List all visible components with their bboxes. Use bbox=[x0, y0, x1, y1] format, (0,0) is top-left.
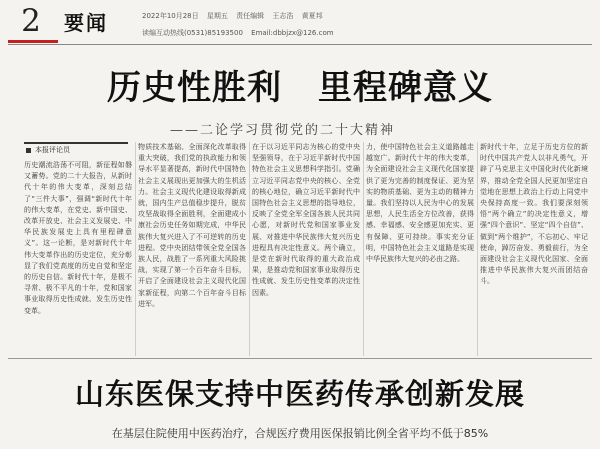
byline-square-icon bbox=[26, 148, 31, 153]
byline bbox=[24, 142, 128, 158]
editor-name-1: 王志浩 bbox=[272, 12, 294, 20]
article-column-3: 在于以习近平同志为核心的党中央坚强领导，在于习近平新时代中国特色社会主义思想科学指引。党确立习近平同志党中央的核心、全党的核心地位，确立习近平新时代中国特色社会主义思想的指导地位，反映了全党全军全国各族人民共同心愿，对新时代党和国家事业发展、对推进中华民族伟大复兴历史进程具有决定性意义。两个确立，是党在新时代取得的重大政治成果，是推动党和国家事业取得历史性成就、发生历史性变革的决定性因素。 bbox=[252, 143, 360, 297]
section-title: 要闻 bbox=[64, 11, 108, 35]
page-header bbox=[0, 0, 600, 44]
second-headline: 山东医保支持中医药传承创新发展 bbox=[74, 377, 525, 411]
header-meta-line-1 bbox=[142, 11, 329, 21]
main-headline bbox=[0, 60, 600, 109]
weekday: 星期五 bbox=[206, 12, 228, 20]
hotline: 读编互动热线(0531)85193500 bbox=[142, 29, 243, 37]
column-divider bbox=[477, 142, 478, 356]
email: Email:dbbjzx@126.com bbox=[251, 29, 334, 37]
byline-text: 本报评论员 bbox=[35, 146, 70, 154]
page-number: 2 bbox=[21, 3, 41, 39]
second-subheadline: 在基层住院使用中医药治疗，合规医疗费用医保报销比例全省平均不低于85% bbox=[111, 427, 489, 440]
article-column-2: 物质技术基础、全面深化改革取得重大突破，我们党的执政能力和领导水平显著提高，新时代中国特色社会主义展现出更加强大的生机活力。社会主义现代化建设取得新成就，国内生产总值稳步提升，脱贫攻坚战取得全面胜利，全面建成小康社会历史任务如期完成，中华民族伟大复兴进入了不可逆转的历史进程。党中央团结带领全党全国各族人民，战胜了一系列重大风险挑战，实现了第一个百年奋斗目标，开启了全面建设社会主义现代化国家新征程，向第二个百年奋斗目标进军。 bbox=[138, 143, 246, 308]
header-meta-line-2 bbox=[142, 28, 340, 38]
column-divider bbox=[249, 142, 250, 356]
headline-part-1: 历史性胜利 bbox=[107, 68, 282, 108]
column-divider bbox=[135, 142, 136, 356]
editor-label: 责任编辑 bbox=[236, 12, 265, 20]
article-column-1: 历史潮流浩荡不可阻，新征程如磐又蓄势。党的二十大报告，从新时代十年的伟大变革，深刻总结了“三件大事”，强调“新时代十年的伟大变革，在党史、新中国史、改革开放史、社会主义发展史、中华民族发展史上具有里程碑意义”。这一论断，是对新时代十年伟大变革作出的历史定位，充分彰显了我们党高度的历史自觉和坚定的历史自信。新时代十年，是极不寻常、极不平凡的十年，党和国家事业取得历史性成就、发生历史性变革。 bbox=[24, 161, 132, 315]
article-divider bbox=[8, 358, 592, 359]
column-divider bbox=[363, 142, 364, 356]
article-column-5: 新时代十年，立足于历史方位的新时代中国共产党人以非凡勇气，开辟了马克思主义中国化时代化新境界，推动全党全国人民更加坚定自觉地在思想上政治上行动上同党中央保持高度一致。我们要深刻领悟“两个确立”的决定性意义，增强“四个意识”、坚定“四个自信”、做到“两个维护”，不忘初心、牢记使命，踔厉奋发、勇毅前行，为全面建设社会主义现代化国家、全面推进中华民族伟大复兴而团结奋斗。 bbox=[480, 143, 588, 286]
editor-name-2: 黄夏邦 bbox=[301, 12, 323, 20]
page-number-accent-bar bbox=[8, 40, 58, 43]
main-subheadline: ——二论学习贯彻党的二十大精神 bbox=[170, 123, 396, 138]
header-divider bbox=[8, 44, 592, 45]
article-column-4: 力，使中国特色社会主义道路越走越宽广。新时代十年的伟大变革，为全面建设社会主义现代化国家提供了更为完善的制度保证、更为坚实的物质基础、更为主动的精神力量。我们坚持以人民为中心的发展思想，人民生活全方位改善，获得感、幸福感、安全感更加充实、更有保障、更可持续。事实充分证明，中国特色社会主义道路是实现中华民族伟大复兴的必由之路。 bbox=[366, 143, 474, 264]
headline-part-2: 里程碑意义 bbox=[318, 68, 493, 108]
issue-date: 2022年10月28日 bbox=[142, 12, 199, 20]
